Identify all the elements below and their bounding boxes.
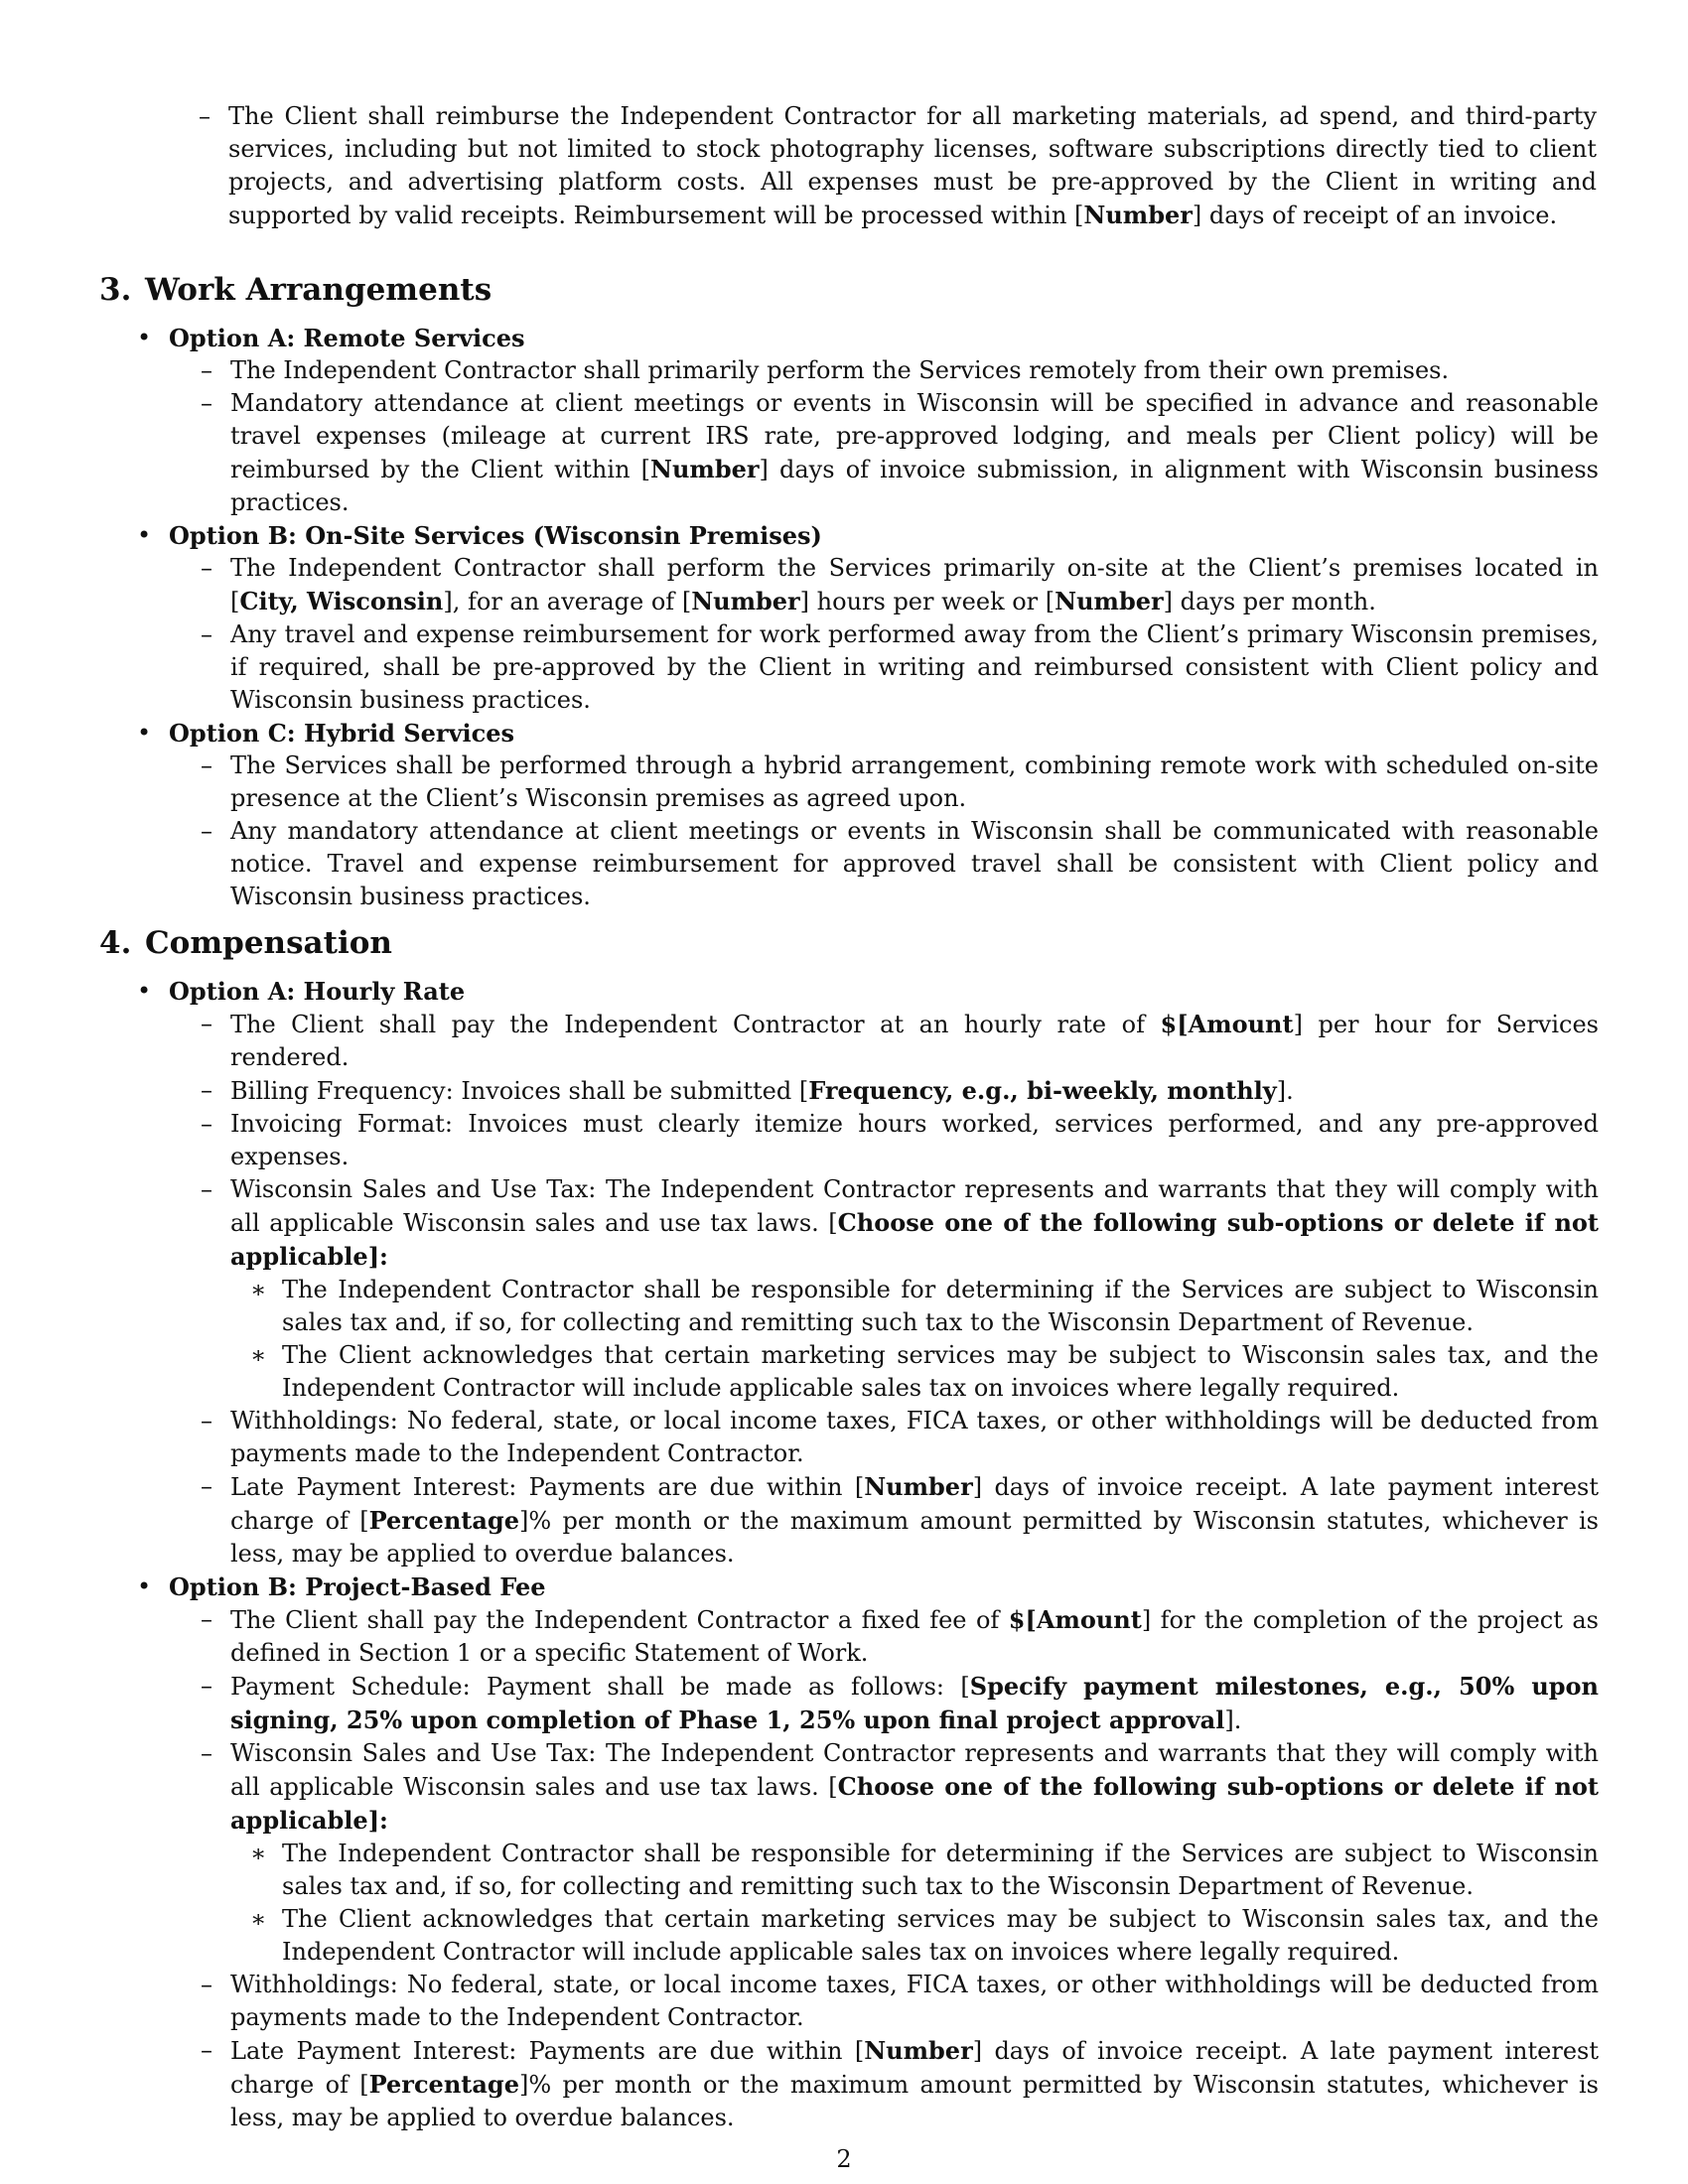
clause-text: Invoicing Format: Invoices must clearly itemize hours worked, services performed, and any pre-approved expenses. bbox=[230, 1110, 1599, 1170]
list-item: – Payment Schedule: Payment shall be made as follows: [Specify payment milestones, e.g., 50% upon signing, 25% upon completion of Phase 1, 25% upon final project approval]. bbox=[201, 1672, 1600, 1734]
bullet-marker: • bbox=[137, 719, 152, 747]
placeholder-field: Choose one of the following sub-options or delete if not applicable bbox=[230, 1772, 1599, 1835]
sub-option-item: ∗ The Independent Contractor shall be responsible for determining if the Services are subject to Wisconsin sales tax and, if so, for collecting and remitting such tax to the Wisconsin Department of Revenue. bbox=[250, 1276, 1599, 1336]
option-project-based-fee bbox=[99, 1570, 1599, 2134]
sub-option-item: ∗ The Client acknowledges that certain marketing services may be subject to Wisconsin sales tax, and the Independent Contractor will include applicable sales tax on invoices where legally required. bbox=[250, 1905, 1599, 1966]
list-item: – Billing Frequency: Invoices shall be submitted [Frequency, e.g., bi-weekly, monthly]. bbox=[201, 1076, 1294, 1105]
clause-text: Any travel and expense reimbursement for work performed away from the Client’s primary Wisconsin premises, if required, shall be pre-approved by the Client in writing and reimbursed consistent with Client policy and Wisconsin business practices. bbox=[230, 620, 1599, 714]
placeholder-field: $[Amount bbox=[1160, 1010, 1294, 1038]
list-item: – The Services shall be performed through a hybrid arrangement, combining remote work with scheduled on-site presence at the Client’s Wisconsin premises as agreed upon. bbox=[99, 750, 1599, 815]
bullet-marker: • bbox=[137, 977, 152, 1005]
section-compensation bbox=[99, 923, 1599, 2134]
asterisk-marker: ∗ bbox=[250, 1341, 267, 1369]
list-item: – Withholdings: No federal, state, or local income taxes, FICA taxes, or other withholdings will be deducted from payments made to the Independent Contractor. bbox=[99, 1405, 1599, 1470]
sub-option-item: ∗ The Independent Contractor shall be responsible for determining if the Services are subject to Wisconsin sales tax and, if so, for collecting and remitting such tax to the Wisconsin Department of Revenue. bbox=[250, 1840, 1599, 1900]
placeholder-field: City, Wisconsin bbox=[239, 587, 444, 615]
clause-text: Any mandatory attendance at client meetings or events in Wisconsin shall be communicated with reasonable notice. Travel and expense reimbursement for approved travel shall be consistent with Client policy and Wisconsin business practices. bbox=[230, 817, 1599, 910]
list-item: – The Client shall pay the Independent Contractor a fixed fee of $[Amount] for the completion of the project as defined in Section 1 or a specific Statement of Work. bbox=[201, 1605, 1599, 1667]
clause-text: Withholdings: No federal, state, or local income taxes, FICA taxes, or other withholdings will be deducted from payments made to the Independent Contractor. bbox=[230, 1971, 1599, 2031]
section-number: 3. bbox=[99, 272, 132, 308]
option-remote-services bbox=[99, 322, 1599, 519]
clause-text: The Services shall be performed through a hybrid arrangement, combining remote work with scheduled on-site presence at the Client’s Wisconsin premises as agreed upon. bbox=[230, 751, 1599, 812]
clause-text: The Client shall reimburse the Independent Contractor for all marketing materials, ad spend, and third-party services, including but not limited to stock photography licenses, software subscriptions directly tied to client projects, and advertising platform costs. All expenses must be pre-approved by the Client in writing and supported by valid receipts. Reimbursement will be processed within [ bbox=[228, 102, 1597, 229]
list-item bbox=[197, 100, 1597, 232]
list-item: – Any mandatory attendance at client meetings or events in Wisconsin shall be communicated with reasonable notice. Travel and expense reimbursement for approved travel shall be consistent with Client policy and Wisconsin business practices. bbox=[99, 815, 1599, 913]
list-item: – Late Payment Interest: Payments are due within [Number] days of invoice receipt. A late payment interest charge of [Percentage]% per month or the maximum amount permitted by Wisconsin statutes, whichever is less, may be applied to overdue balances. bbox=[201, 1472, 1599, 1568]
section-title: Work Arrangements bbox=[145, 272, 492, 308]
placeholder-field: Percentage bbox=[368, 1506, 519, 1535]
option-title: Option A: Remote Services bbox=[169, 324, 525, 352]
asterisk-marker: ∗ bbox=[250, 1276, 267, 1303]
options-list bbox=[99, 322, 1599, 913]
placeholder-field: Number bbox=[650, 455, 760, 483]
placeholder-field: Percentage bbox=[368, 2070, 519, 2099]
placeholder-field: Number bbox=[1055, 587, 1164, 615]
dash-marker: – bbox=[199, 102, 211, 130]
list-item: – Wisconsin Sales and Use Tax: The Independent Contractor represents and warrants that they will comply with all applicable Wisconsin sales and use tax laws. [Choose one of the following sub-options or delete if not applicable]: ∗ The Independent Contractor shall be responsible for determining if the Services are subject to Wisconsin sales tax and, if so, for collecting and remitting such tax to the Wisconsin Department of Revenue. ∗ The Client acknowledges that certain marketing services may be subject to Wisconsin sales tax, and the Independent Contractor will include applicable sales tax on invoices where legally required. bbox=[99, 1737, 1599, 1969]
list-item: – The Independent Contractor shall primarily perform the Services remotely from their own premises. bbox=[99, 354, 1599, 387]
list-item: – Mandatory attendance at client meetings or events in Wisconsin will be specified in advance and reasonable travel expenses (mileage at current IRS rate, pre-approved lodging, and meals per Client policy) will be reimbursed by the Client within [Number] days of invoice submission, in alignment with Wisconsin business practices. bbox=[201, 389, 1599, 516]
section-work-arrangements bbox=[99, 270, 1599, 913]
option-title: Option C: Hybrid Services bbox=[169, 719, 515, 748]
clause-text: Withholdings: No federal, state, or local income taxes, FICA taxes, or other withholdings will be deducted from payments made to the Independent Contractor. bbox=[230, 1407, 1599, 1467]
list-item: – Wisconsin Sales and Use Tax: The Independent Contractor represents and warrants that they will comply with all applicable Wisconsin sales and use tax laws. [Choose one of the following sub-options or delete if not applicable]: ∗ The Independent Contractor shall be responsible for determining if the Services are subject to Wisconsin sales tax and, if so, for collecting and remitting such tax to the Wisconsin Department of Revenue. ∗ The Client acknowledges that certain marketing services may be subject to Wisconsin sales tax, and the Independent Contractor will include applicable sales tax on invoices where legally required. bbox=[99, 1173, 1599, 1405]
placeholder-field: Number bbox=[1083, 201, 1193, 229]
placeholder-field: Frequency, e.g., bi-weekly, monthly bbox=[808, 1076, 1277, 1105]
section-title: Compensation bbox=[145, 925, 392, 961]
option-hourly-rate bbox=[99, 975, 1599, 1570]
bullet-marker: • bbox=[137, 324, 152, 351]
asterisk-marker: ∗ bbox=[250, 1840, 267, 1867]
option-hybrid-services bbox=[99, 717, 1599, 913]
placeholder-field: $[Amount bbox=[1008, 1605, 1142, 1634]
bullet-marker: • bbox=[137, 1572, 152, 1600]
section-number: 4. bbox=[99, 925, 132, 961]
clause-text: The Independent Contractor shall primarily perform the Services remotely from their own premises. bbox=[230, 356, 1450, 384]
placeholder-field: Specify payment milestones, e.g., 50% upon signing, 25% upon completion of Phase 1, 25% upon final project approval bbox=[230, 1672, 1600, 1734]
page-number: 2 bbox=[836, 2145, 852, 2173]
placeholder-field: Choose one of the following sub-options or delete if not applicable bbox=[230, 1208, 1599, 1271]
list-item: – The Client shall pay the Independent Contractor at an hourly rate of $[Amount] per hour for Services rendered. bbox=[201, 1010, 1599, 1071]
placeholder-field: Number bbox=[691, 587, 800, 615]
list-item: – Any travel and expense reimbursement for work performed away from the Client’s primary Wisconsin premises, if required, shall be pre-approved by the Client in writing and reimbursed consistent with Client policy and Wisconsin business practices. bbox=[99, 618, 1599, 717]
list-item: – Invoicing Format: Invoices must clearly itemize hours worked, services performed, and any pre-approved expenses. bbox=[99, 1108, 1599, 1173]
placeholder-field: Number bbox=[864, 1472, 973, 1501]
asterisk-marker: ∗ bbox=[250, 1905, 267, 1933]
list-item: – Withholdings: No federal, state, or local income taxes, FICA taxes, or other withholdings will be deducted from payments made to the Independent Contractor. bbox=[99, 1969, 1599, 2034]
options-list bbox=[99, 975, 1599, 2134]
expense-reimbursement-clause bbox=[197, 100, 1597, 232]
clause-text: ] days of receipt of an invoice. bbox=[1192, 202, 1558, 229]
placeholder-field: Number bbox=[864, 2036, 973, 2065]
section-heading bbox=[99, 923, 1599, 963]
list-item: – The Independent Contractor shall perform the Services primarily on-site at the Client’s premises located in [City, Wisconsin], for an average of [Number] hours per week or [Number] days per month. bbox=[201, 554, 1599, 615]
option-title: Option B: On-Site Services (Wisconsin Premises) bbox=[169, 521, 822, 550]
section-heading bbox=[99, 270, 1599, 310]
option-on-site-services bbox=[99, 519, 1599, 717]
sub-option-item: ∗ The Client acknowledges that certain marketing services may be subject to Wisconsin sales tax, and the Independent Contractor will include applicable sales tax on invoices where legally required. bbox=[250, 1341, 1599, 1402]
option-title: Option A: Hourly Rate bbox=[169, 977, 466, 1006]
option-title: Option B: Project-Based Fee bbox=[169, 1572, 546, 1601]
list-item: – Late Payment Interest: Payments are due within [Number] days of invoice receipt. A late payment interest charge of [Percentage]% per month or the maximum amount permitted by Wisconsin statutes, whichever is less, may be applied to overdue balances. bbox=[201, 2036, 1599, 2131]
bullet-marker: • bbox=[137, 521, 152, 549]
